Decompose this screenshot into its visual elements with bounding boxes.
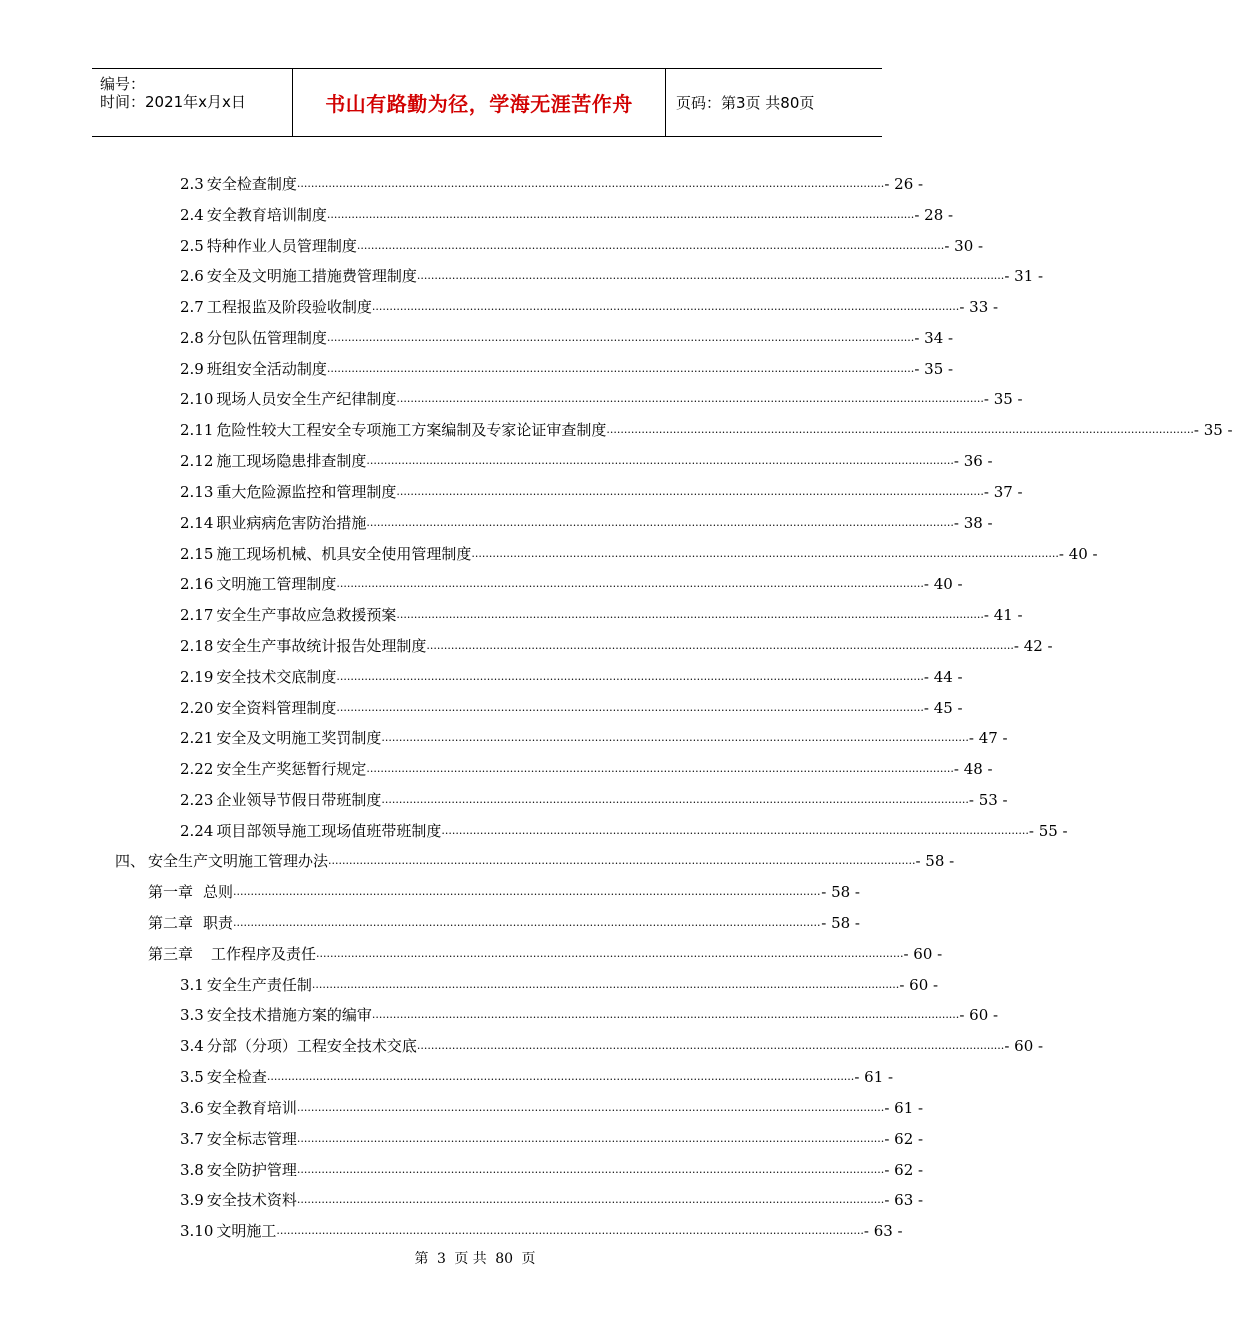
toc-entry-page: - 60 - [899,976,939,994]
toc-entry-page: - 62 - [884,1161,924,1179]
toc-leader-dots: ........................................................................................................................................................................ [233,916,821,929]
toc-entry-number: 2.21 [180,729,214,747]
toc-entry-title: 企业领导节假日带班制度 [216,791,382,809]
toc-entry[interactable] [180,601,1023,625]
toc-leader-dots: ........................................................................................................................................................................ [296,1163,885,1176]
header-page-label: 页码：第3页 共80页 [676,94,815,112]
toc-entry-number: 2.20 [180,699,214,717]
toc-entry[interactable] [180,293,999,317]
toc-leader-dots: ........................................................................................................................................................................ [328,854,916,867]
toc-entry-number: 2.9 [180,360,204,378]
toc-entry[interactable] [180,201,954,225]
toc-entry-page: - 42 - [1013,637,1053,655]
toc-entry[interactable] [180,724,1008,748]
toc-entry-title: 总则 [203,883,234,901]
toc-entry[interactable] [180,632,1053,656]
toc-entry-page: - 47 - [968,729,1008,747]
toc-entry-title: 职责 [203,914,234,932]
toc-entry-page: - 61 - [884,1099,924,1117]
toc-entry-page: - 37 - [983,483,1023,501]
toc-entry[interactable] [180,447,993,471]
toc-entry-number: 2.24 [180,822,214,840]
toc-leader-dots: ........................................................................................................................................................................ [606,423,1194,436]
toc-entry-number: 2.23 [180,791,214,809]
toc-entry-title: 安全及文明施工奖罚制度 [216,729,382,747]
toc-entry[interactable] [180,1063,894,1087]
toc-entry-title: 安全技术交底制度 [216,668,337,686]
toc-leader-dots: ........................................................................................................................................................................ [371,1008,960,1021]
toc-entry-number: 2.14 [180,514,214,532]
toc-entry-page: - 33 - [959,298,999,316]
toc-entry-number: 2.18 [180,637,214,655]
toc-entry-chapter[interactable] [148,909,860,933]
toc-entry-page: - 48 - [953,760,993,778]
toc-leader-dots: ........................................................................................................................................................................ [311,978,900,991]
toc-entry-title: 文明施工 [216,1222,277,1240]
toc-entry-page: - 58 - [821,914,860,932]
toc-entry-title: 安全检查制度 [206,175,297,193]
toc-entry-title: 安全标志管理 [206,1130,297,1148]
toc-entry[interactable] [180,355,954,379]
toc-entry-page: - 58 - [915,852,955,870]
toc-entry-page: - 40 - [923,575,963,593]
toc-leader-dots: ........................................................................................................................................................................ [296,1193,885,1206]
toc-entry-title: 文明施工管理制度 [216,575,337,593]
footer-current-page: 3 [436,1251,446,1267]
toc-entry-number: 2.16 [180,575,214,593]
toc-entry-number: 第一章 [148,883,194,901]
toc-entry-part[interactable] [115,847,955,871]
toc-entry-page: - 35 - [1193,421,1233,439]
toc-entry[interactable] [180,540,1098,564]
toc-leader-dots: ........................................................................................................................................................................ [381,731,969,744]
toc-leader-dots: ........................................................................................................................................................................ [371,300,960,313]
toc-entry-page: - 60 - [959,1006,999,1024]
toc-entry-number: 2.5 [180,237,204,255]
toc-leader-dots: ........................................................................................................................................................................ [396,608,984,621]
toc-entry-number: 2.4 [180,206,204,224]
toc-leader-dots: ........................................................................................................................................................................ [356,239,945,252]
toc-entry-page: - 62 - [884,1130,924,1148]
toc-entry[interactable] [180,817,1068,841]
toc-entry-title: 安全生产文明施工管理办法 [148,852,329,870]
toc-entry-number: 2.10 [180,390,214,408]
toc-entry-title: 工作程序及责任 [211,945,317,963]
footer-mid: 页 共 [454,1251,487,1267]
toc-entry-title: 分部（分项）工程安全技术交底 [206,1037,417,1055]
toc-entry[interactable] [180,786,1008,810]
toc-entry-number: 3.5 [180,1068,204,1086]
toc-entry-page: - 60 - [903,945,943,963]
toc-entry-title: 安全技术资料 [206,1191,297,1209]
toc-entry[interactable] [180,570,963,594]
header-code-label: 编号： [100,75,146,93]
toc-entry-title: 安全教育培训 [206,1099,297,1117]
toc-entry-page: - 35 - [914,360,954,378]
toc-leader-dots: ........................................................................................................................................................................ [266,1070,855,1083]
toc-leader-dots: ........................................................................................................................................................................ [416,1039,1005,1052]
toc-entry[interactable] [180,324,954,348]
toc-entry-title: 现场人员安全生产纪律制度 [216,390,397,408]
toc-leader-dots: ........................................................................................................................................................................ [381,793,969,806]
toc-entry-number: 2.17 [180,606,214,624]
toc-entry-chapter[interactable] [148,878,860,902]
toc-entry-number: 2.6 [180,267,204,285]
toc-entry-number: 第三章 [148,945,194,963]
toc-entry-number: 四、 [115,852,146,870]
toc-entry-title: 安全生产事故统计报告处理制度 [216,637,427,655]
toc-leader-dots: ........................................................................................................................................................................ [316,947,904,960]
toc-entry-page: - 41 - [983,606,1023,624]
toc-leader-dots: ........................................................................................................................................................................ [426,639,1014,652]
toc-leader-dots: ........................................................................................................................................................................ [366,762,954,775]
toc-entry-title: 分包队伍管理制度 [206,329,327,347]
toc-entry-number: 3.3 [180,1006,204,1024]
toc-leader-dots: ........................................................................................................................................................................ [396,392,984,405]
toc-entry-title: 施工现场机械、机具安全使用管理制度 [216,545,472,563]
toc-entry[interactable] [180,1156,924,1180]
toc-entry-page: - 36 - [953,452,993,470]
toc-entry-title: 安全技术措施方案的编审 [206,1006,372,1024]
toc-entry[interactable] [180,509,993,533]
toc-entry-title: 安全生产事故应急救援预案 [216,606,397,624]
toc-leader-dots: ........................................................................................................................................................................ [336,701,924,714]
header-meta-cell [92,69,293,136]
toc-entry-page: - 55 - [1028,822,1068,840]
toc-entry-title: 安全生产责任制 [206,976,312,994]
toc-entry[interactable] [180,385,1023,409]
toc-entry-title: 安全及文明施工措施费管理制度 [206,267,417,285]
toc-leader-dots: ........................................................................................................................................................................ [233,885,821,898]
toc-entry-title: 职业病病危害防治措施 [216,514,367,532]
toc-entry-number: 2.15 [180,545,214,563]
toc-entry-number: 3.7 [180,1130,204,1148]
toc-entry-number: 3.6 [180,1099,204,1117]
toc-entry[interactable] [180,694,963,718]
header-time-label: 时间：2021年x月x日 [100,93,246,111]
toc-entry[interactable] [180,416,1233,440]
toc-entry[interactable] [180,1001,999,1025]
toc-leader-dots: ........................................................................................................................................................................ [336,670,924,683]
toc-entry[interactable] [180,971,939,995]
toc-entry-number: 2.12 [180,452,214,470]
toc-entry-page: - 26 - [884,175,924,193]
toc-entry-title: 工程报监及阶段验收制度 [206,298,372,316]
toc-leader-dots: ........................................................................................................................................................................ [366,516,954,529]
toc-entry-page: - 60 - [1004,1037,1044,1055]
header-motto-cell [293,69,666,136]
toc-entry-number: 第二章 [148,914,194,932]
toc-entry-number: 3.10 [180,1222,214,1240]
toc-entry-page: - 28 - [914,206,954,224]
toc-entry-page: - 58 - [821,883,860,901]
footer-total-pages: 80 [495,1251,514,1267]
footer-prefix: 第 [414,1251,429,1267]
toc-leader-dots: ........................................................................................................................................................................ [296,177,885,190]
toc-entry-title: 施工现场隐患排查制度 [216,452,367,470]
toc-leader-dots: ........................................................................................................................................................................ [441,824,1029,837]
toc-entry-number: 2.7 [180,298,204,316]
toc-entry[interactable] [180,1217,903,1241]
toc-entry-page: - 44 - [923,668,963,686]
toc-entry-title: 班组安全活动制度 [206,360,327,378]
toc-entry[interactable] [180,478,1023,502]
toc-entry-title: 安全教育培训制度 [206,206,327,224]
toc-entry-number: 3.9 [180,1191,204,1209]
toc-entry-page: - 61 - [854,1068,894,1086]
toc-entry[interactable] [180,755,993,779]
toc-entry-number: 2.19 [180,668,214,686]
toc-entry[interactable] [180,170,924,194]
toc-entry-page: - 34 - [914,329,954,347]
toc-entry[interactable] [180,1032,1044,1056]
toc-entry-title: 安全检查 [206,1068,267,1086]
toc-entry-title: 项目部领导施工现场值班带班制度 [216,822,442,840]
header-motto: 书山有路勤为径，学海无涯苦作舟 [325,92,633,116]
toc-entry[interactable] [180,1094,924,1118]
toc-entry-number: 2.13 [180,483,214,501]
toc-entry-number: 2.11 [180,421,214,439]
toc-entry-title: 安全生产奖惩暂行规定 [216,760,367,778]
toc-leader-dots: ........................................................................................................................................................................ [471,547,1059,560]
toc-leader-dots: ........................................................................................................................................................................ [366,454,954,467]
toc-entry-page: - 30 - [944,237,984,255]
toc-leader-dots: ........................................................................................................................................................................ [336,577,924,590]
toc-entry-number: 3.4 [180,1037,204,1055]
header-page-cell [666,69,892,136]
toc-entry[interactable] [180,1186,924,1210]
page-header [92,68,882,137]
toc-leader-dots: ........................................................................................................................................................................ [276,1224,864,1237]
toc-leader-dots: ........................................................................................................................................................................ [296,1132,885,1145]
toc-entry-number: 3.1 [180,976,204,994]
toc-entry-page: - 63 - [863,1222,903,1240]
toc-leader-dots: ........................................................................................................................................................................ [326,208,915,221]
toc-entry-number: 3.8 [180,1161,204,1179]
toc-entry-title: 安全防护管理 [206,1161,297,1179]
toc-entry-title: 危险性较大工程安全专项施工方案编制及专家论证审查制度 [216,421,607,439]
toc-entry-page: - 35 - [983,390,1023,408]
toc-entry-chapter[interactable] [148,940,943,964]
toc-entry-page: - 45 - [923,699,963,717]
toc-entry-number: 2.3 [180,175,204,193]
toc-entry-number: 2.8 [180,329,204,347]
toc-entry[interactable] [180,1125,924,1149]
toc-leader-dots: ........................................................................................................................................................................ [326,362,915,375]
footer-suffix: 页 [521,1251,536,1267]
toc-entry-page: - 40 - [1058,545,1098,563]
toc-leader-dots: ........................................................................................................................................................................ [396,485,984,498]
toc-entry-title: 重大危险源监控和管理制度 [216,483,397,501]
toc-entry[interactable] [180,262,1044,286]
toc-entry-title: 安全资料管理制度 [216,699,337,717]
toc-entry-page: - 38 - [953,514,993,532]
toc-entry-page: - 53 - [968,791,1008,809]
toc-entry-number: 2.22 [180,760,214,778]
toc-entry[interactable] [180,232,984,256]
toc-leader-dots: ........................................................................................................................................................................ [416,269,1005,282]
toc-leader-dots: ........................................................................................................................................................................ [296,1101,885,1114]
toc-entry-page: - 31 - [1004,267,1044,285]
toc-leader-dots: ........................................................................................................................................................................ [326,331,915,344]
page-footer [0,1248,950,1268]
toc-entry-page: - 63 - [884,1191,924,1209]
toc-entry[interactable] [180,663,963,687]
toc-entry-title: 特种作业人员管理制度 [206,237,357,255]
